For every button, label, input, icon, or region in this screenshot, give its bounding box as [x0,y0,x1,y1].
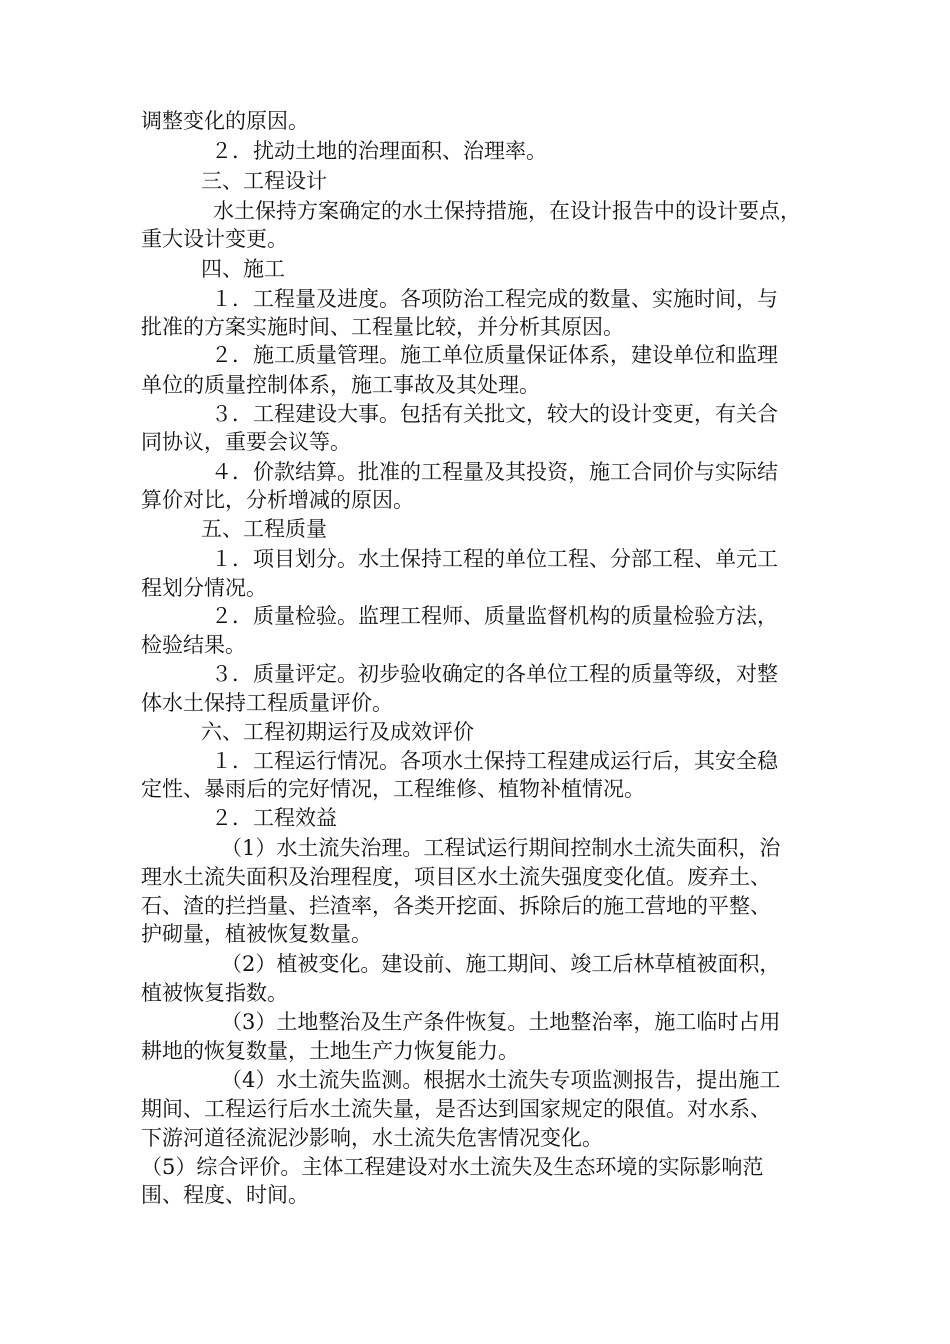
section-heading: 五、工程质量 [201,517,327,541]
text-line: 单位的质量控制体系，施工事故及其处理。 [141,373,540,397]
text-line: １．项目划分。水土保持工程的单位工程、分部工程、单元工 [211,547,778,571]
text-line: １．工程量及进度。各项防治工程完成的数量、实施时间，与 [211,287,778,311]
text-line: 石、渣的拦挡量、拦渣率，各类开挖面、拆除后的施工营地的平整、 [141,894,771,918]
text-line: 检验结果。 [141,633,246,657]
text-line: 定性、暴雨后的完好情况，工程维修、植物补植情况。 [141,777,645,801]
text-line: （2）植被变化。建设前、施工期间、竣工后林草植被面积， [221,952,781,976]
text-line: 植被恢复指数。 [141,981,288,1005]
text-line: 水土保持方案确定的水土保持措施，在设计报告中的设计要点， [213,199,801,223]
text-line: ２．质量检验。监理工程师、质量监督机构的质量检验方法， [211,604,778,628]
text-line: ２．工程效益 [211,806,337,830]
text-line: 同协议，重要会议等。 [141,430,351,454]
text-line: 期间、工程运行后水土流失量，是否达到国家规定的限值。对水系、 [141,1097,771,1121]
text-line: （4）水土流失监测。根据水土流失专项监测报告，提出施工 [221,1068,781,1092]
text-line: ２．施工质量管理。施工单位质量保证体系，建设单位和监理 [211,343,778,367]
section-heading: 三、工程设计 [201,169,327,193]
text-line: 算价对比，分析增减的原因。 [141,488,414,512]
text-line: （1）水土流失治理。工程试运行期间控制水土流失面积，治 [221,836,781,860]
text-line: ４．价款结算。批准的工程量及其投资，施工合同价与实际结 [211,460,778,484]
text-line: （5）综合评价。主体工程建设对水土流失及生态环境的实际影响范 [141,1155,764,1179]
text-line: 重大设计变更。 [141,227,288,251]
text-line: 理水土流失面积及治理程度，项目区水土流失强度变化值。废弃土、 [141,865,771,889]
section-heading: 四、施工 [201,257,285,281]
text-line: （3）土地整治及生产条件恢复。土地整治率，施工临时占用 [221,1010,781,1034]
text-line: ３．质量评定。初步验收确定的各单位工程的质量等级，对整 [211,662,778,686]
text-line: 护砌量，植被恢复数量。 [141,922,372,946]
section-heading: 六、工程初期运行及成效评价 [201,720,474,744]
text-line: 下游河道径流泥沙影响，水土流失危害情况变化。 [141,1126,603,1150]
text-line: 调整变化的原因。 [141,109,309,133]
text-line: 批准的方案实施时间、工程量比较，并分析其原因。 [141,315,624,339]
text-line: ２．扰动土地的治理面积、治理率。 [211,139,547,163]
text-line: 围、程度、时间。 [141,1183,309,1207]
text-line: 程划分情况。 [141,576,267,600]
text-line: 体水土保持工程质量评价。 [141,691,393,715]
text-line: 耕地的恢复数量，土地生产力恢复能力。 [141,1039,519,1063]
text-line: ３．工程建设大事。包括有关批文，较大的设计变更，有关合 [211,402,778,426]
text-line: １．工程运行情况。各项水土保持工程建成运行后，其安全稳 [211,749,778,773]
